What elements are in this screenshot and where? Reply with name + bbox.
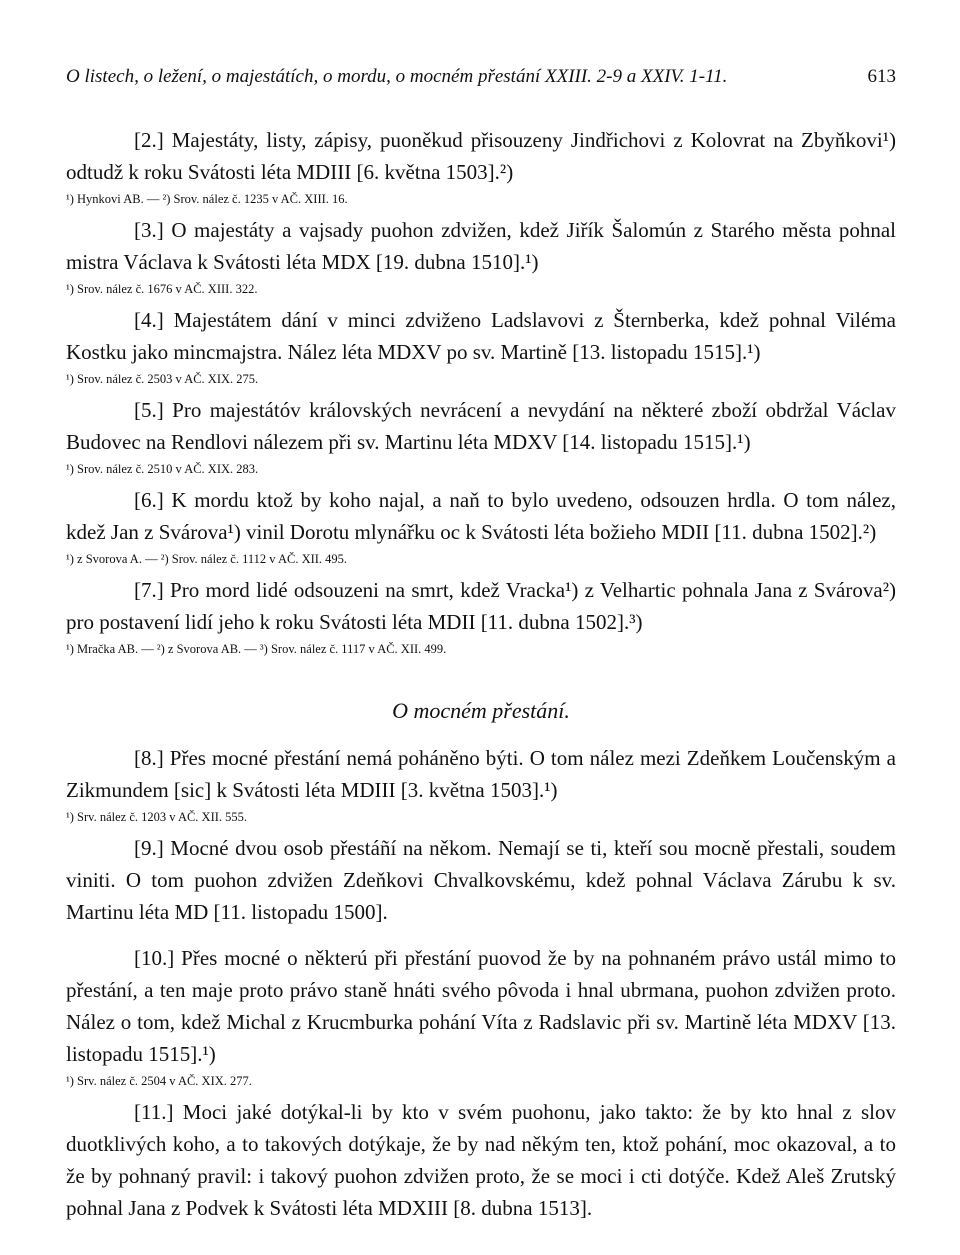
footnotes: ¹) Srv. nález č. 2504 v AČ. XIX. 277. — [66, 1074, 252, 1088]
entry-number: [6.] — [134, 488, 164, 512]
entry-9 — [66, 832, 896, 942]
entry-7 — [66, 574, 896, 658]
entry-number: [7.] — [134, 578, 164, 602]
footnotes: ¹) z Svorova A. — ²) Srov. nález č. 1112 v AČ. XII. 495. — [66, 552, 348, 566]
document-page — [66, 66, 896, 1224]
entry-text: Majestáty, listy, zápisy, puoněkud přisouzeny Jindřichovi z Kolovrat na Zbyňkovi¹) odtudž k roku Svátosti léta MDIII [6. května 1503].²) — [66, 128, 896, 184]
entry-text: O majestáty a vajsady puohon zdvižen, kdež Jiřík Šalomún z Starého města pohnal mistra Václava k Svátosti léta MDX [19. dubna 1510].¹) — [66, 218, 896, 274]
running-header — [66, 66, 896, 88]
footnotes: ¹) Srv. nález č. 1203 v AČ. XII. 555. — [66, 810, 248, 824]
running-title: O listech, o ležení, o majestátích, o mordu, o mocném přestání XXIII. 2-9 a XXIV. 1-11. — [66, 66, 728, 87]
entry-text: Moci jaké dotýkal-li by kto v svém puohonu, jako takto: že by kto hnal z slov duotklivých koho, a to takových dotýkaje, že by nad někým ten, ktož pohání, moc okazoval, a to že by pohnaný pravil: i takový puohon zdvižen proto, že se moci i cti dotýče. Kdež Aleš Zrutský pohnal Jana z Podvek k Svátosti léta MDXIII [8. dubna 1513]. — [66, 1100, 896, 1220]
entry-number: [11.] — [134, 1100, 174, 1124]
entry-number: [8.] — [134, 746, 164, 770]
entry-text: Majestátem dání v minci zdviženo Ladslavovi z Šternberka, kdež pohnal Viléma Kostku jako mincmajstra. Nález léta MDXV po sv. Martině [13. listopadu 1515].¹) — [66, 308, 896, 364]
footnotes: ¹) Srov. nález č. 2503 v AČ. XIX. 275. — [66, 372, 259, 386]
entry-text: Přes mocné o některú při přestání puovod že by na pohnaném právo ustál mimo to přestání, a ten maje proto právo staně hnáti svého pôvoda i hnal ubrmana, puohon zdvižen proto. Nález o tom, kdež Michal z Krucmburka pohání Víta z Radslavic při sv. Martině léta MDXV [13. listopadu 1515].¹) — [66, 946, 896, 1066]
entry-6 — [66, 484, 896, 568]
entry-text: Pro majestátóv královských nevrácení a nevydání na některé zboží obdržal Václav Budovec na Rendlovi nálezem při sv. Martinu léta MDXV [14. listopadu 1515].¹) — [66, 398, 896, 454]
entry-8 — [66, 742, 896, 826]
footnotes: ¹) Srov. nález č. 2510 v AČ. XIX. 283. — [66, 462, 259, 476]
entry-4 — [66, 304, 896, 388]
footnotes: ¹) Srov. nález č. 1676 v AČ. XIII. 322. — [66, 282, 258, 296]
entry-10 — [66, 942, 896, 1090]
entry-5 — [66, 394, 896, 478]
entry-number: [10.] — [134, 946, 175, 970]
entry-text: Mocné dvou osob přestáñí na někom. Nemají se ti, kteří sou mocně přestali, soudem viniti. O tom puohon zdvižen Zdeňkovi Chvalkovskému, kdež pohnal Václava Zárubu k sv. Martinu léta MD [11. listopadu 1500]. — [66, 836, 896, 924]
entry-number: [4.] — [134, 308, 164, 332]
footnotes: ¹) Hynkovi AB. — ²) Srov. nález č. 1235 v AČ. XIII. 16. — [66, 192, 348, 206]
spacer — [66, 928, 896, 942]
entry-number: [9.] — [134, 836, 164, 860]
entry-3 — [66, 214, 896, 298]
entry-number: [2.] — [134, 128, 164, 152]
entry-number: [3.] — [134, 218, 164, 242]
entries-section-1 — [66, 124, 896, 658]
entry-text: Přes mocné přestání nemá poháněno býti. O tom nález mezi Zdeňkem Loučenským a Zikmundem [sic] k Svátosti léta MDIII [3. května 1503].¹) — [66, 746, 896, 802]
entry-11 — [66, 1096, 896, 1224]
footnotes: ¹) Mračka AB. — ²) z Svorova AB. — ³) Srov. nález č. 1117 v AČ. XII. 499. — [66, 642, 447, 656]
section-title: O mocném přestání. — [392, 698, 570, 723]
entry-number: [5.] — [134, 398, 164, 422]
page-number: 613 — [867, 66, 896, 87]
entry-2 — [66, 124, 896, 208]
entry-text: K mordu ktož by koho najal, a naň to bylo uvedeno, odsouzen hrdla. O tom nález, kdež Jan z Svárova¹) vinil Dorotu mlynářku oc k Svátosti léta božieho MDII [11. dubna 1502].²) — [66, 488, 896, 544]
entry-text: Pro mord lidé odsouzeni na smrt, kdež Vracka¹) z Velhartic pohnala Jana z Svárova²) pro postavení lidí jeho k roku Svátosti léta MDII [11. dubna 1502].³) — [66, 578, 896, 634]
entries-section-2 — [66, 742, 896, 1224]
